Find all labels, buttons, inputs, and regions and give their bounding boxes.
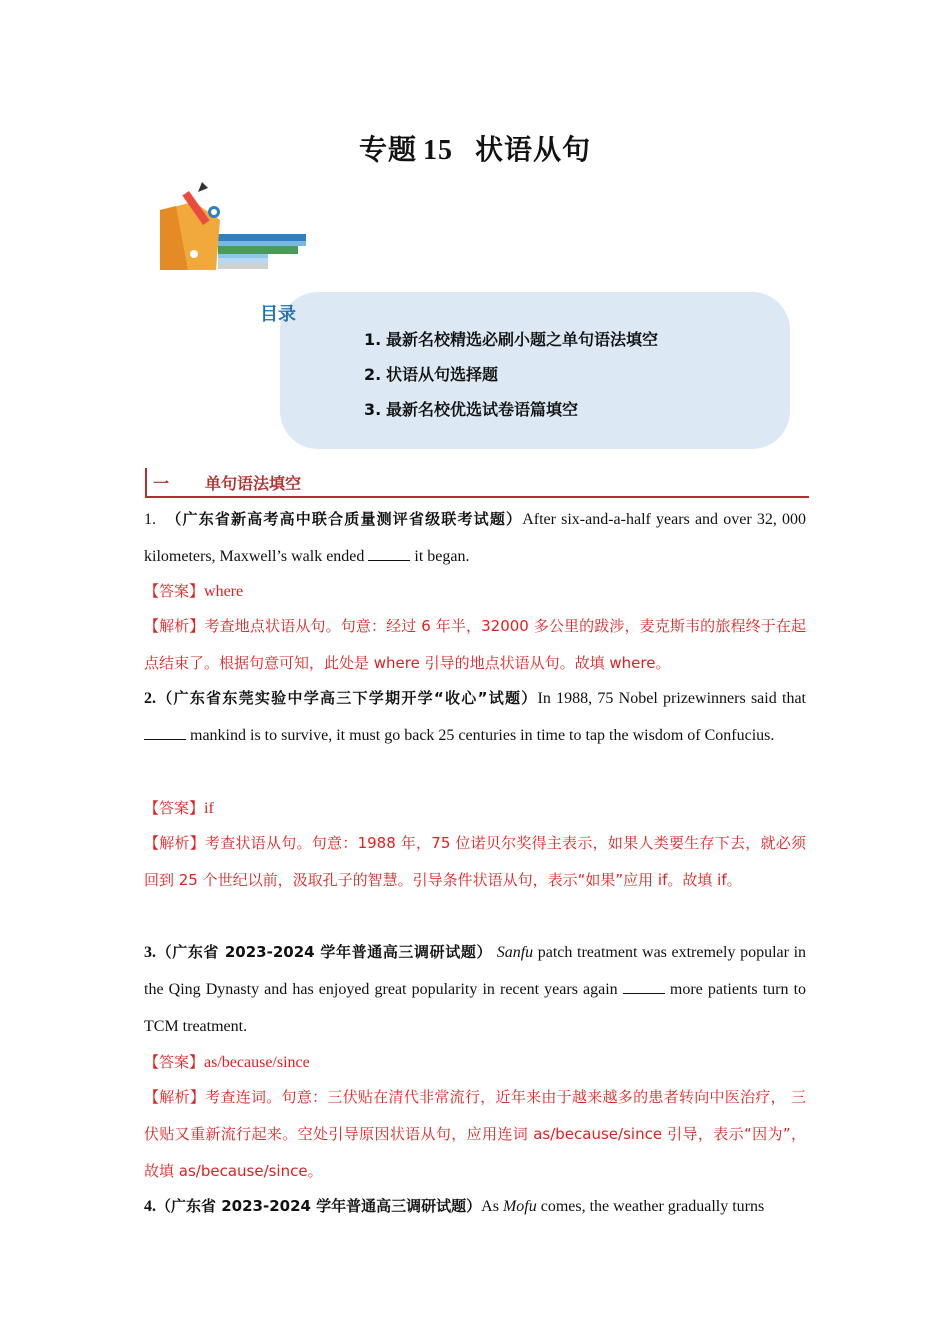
answer-blank [144,725,186,740]
question-4: 4.（广东省 2023-2024 学年普通高三调研试题）As Mofu comes, the weather gradually turns [144,1197,765,1215]
section-header [145,468,809,498]
question-3: 3.（广东省 2023-2024 学年普通高三调研试题） Sanfu patch treatment was extremely popular in the Qing Dynasty and has enjoyed great popularity in recent years again more patients turn to TCM treatment. [144,943,807,1035]
toc-panel [280,292,790,449]
answer-2: 【答案】if [144,799,214,817]
analysis-3: 【解析】考查连词。句意：三伏贴在清代非常流行，近年来由于越来越多的患者转向中医治疗， 三伏贴又重新流行起来。空处引导原因状语从句，应用连词 as/because/since 引导，表示“因为”，故填 as/because/since。 [144,1088,806,1180]
question-1: 1. （广东省新高考高中联合质量测评省级联考试题）After six-and-a-half years and over 32, 000 kilometers, Maxwell’s walk ended it began. [144,510,807,565]
answer-blank [623,979,665,994]
title-text: 状语从句 [475,135,592,166]
toc-label: 目录 [260,304,296,325]
answer-3: 【答案】as/because/since [144,1053,310,1071]
analysis-2: 【解析】考查状语从句。句意：1988 年，75 位诺贝尔奖得主表示，如果人类要生存下去，就必须回到 25 个世纪以前，汲取孔子的智慧。引导条件状语从句，表示“如果”应用 if。故填 if。 [144,834,806,889]
question-2: 2.（广东省东莞实验中学高三下学期开学“收心”试题）In 1988, 75 Nobel prizewinners said that mankind is to survive, it must go back 25 centuries in time to tap the wisdom of Confucius. [144,689,806,744]
question-source: （广东省新高考高中联合质量测评省级联考试题） [166,510,523,528]
title-prefix: 专题 [358,135,417,166]
analysis-1: 【解析】考查地点状语从句。句意：经过 6 年半，32000 多公里的跋涉，麦克斯韦的旅程终于在起点结束了。根据句意可知，此处是 where 引导的地点状语从句。故填 where。 [144,617,806,672]
question-source: （广东省东莞实验中学高三下学期开学“收心”试题） [156,689,538,707]
question-source: （广东省 2023-2024 学年普通高三调研试题） [156,943,493,961]
section-index: 一 [153,474,170,493]
section-title: 单句语法填空 [205,474,302,493]
toc-item[interactable]: 2. 状语从句选择题 [364,365,499,384]
answer-1: 【答案】where [144,582,244,600]
page-title [0,128,950,168]
answer-blank [368,546,410,561]
pencil-books-logo-icon [158,180,308,272]
title-number: 15 [423,135,453,166]
question-source: （广东省 2023-2024 学年普通高三调研试题） [156,1197,482,1215]
toc-item[interactable]: 3. 最新名校优选试卷语篇填空 [364,400,579,419]
toc-item[interactable]: 1. 最新名校精选必刷小题之单句语法填空 [364,330,659,349]
